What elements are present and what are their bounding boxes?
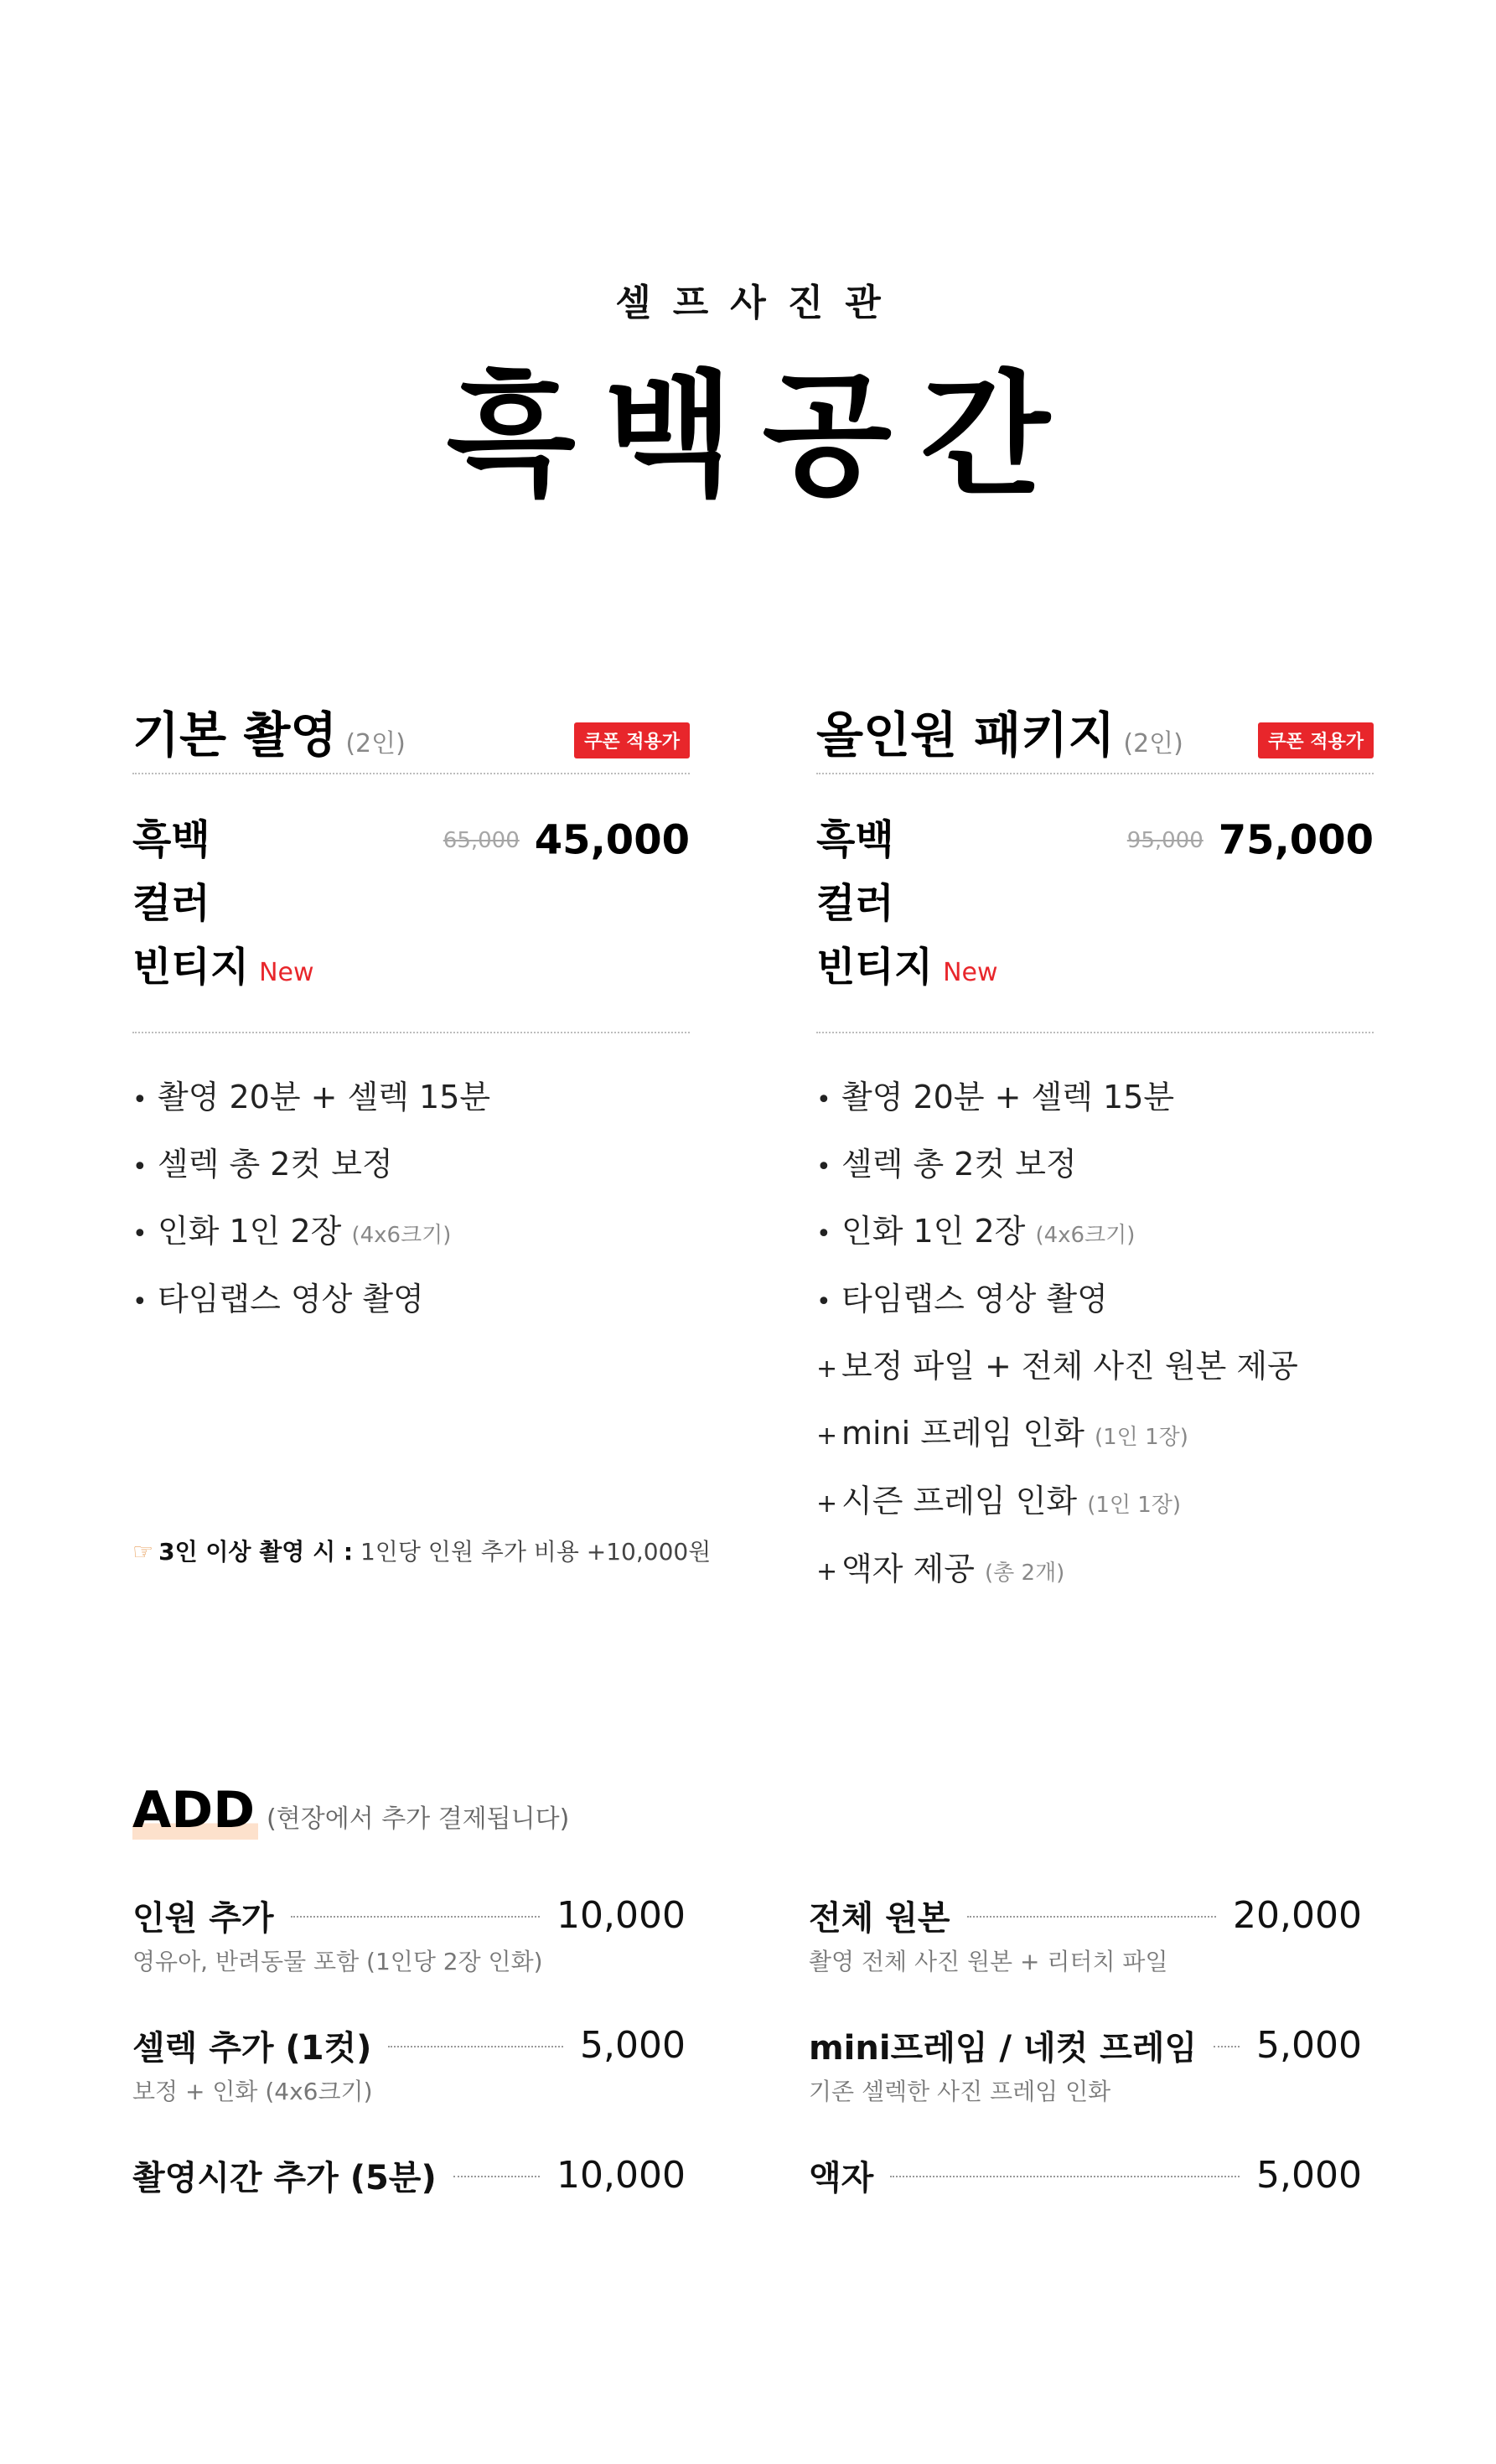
feature-text: 촬영 20분 + 셀렉 15분 xyxy=(158,1079,491,1116)
option-name: 인원 추가 xyxy=(132,1898,274,1938)
list-item xyxy=(132,1199,690,1267)
list-item xyxy=(132,1132,690,1199)
bullet-icon: • xyxy=(816,1085,831,1115)
plus-icon: + xyxy=(816,1557,838,1587)
package-header xyxy=(816,696,1374,764)
new-badge: New xyxy=(259,958,314,987)
option-name: 전체 원본 xyxy=(809,1898,950,1938)
option-name: mini프레임 / 네컷 프레임 xyxy=(809,2028,1198,2068)
option-desc: 기존 셀렉한 사진 프레임 인화 xyxy=(809,2078,1111,2105)
type-vintage xyxy=(132,935,690,1005)
option-desc: 촬영 전체 사진 원본 + 리터치 파일 xyxy=(809,1948,1168,1975)
package-name: 올인원 패키지 xyxy=(816,707,1116,764)
list-item xyxy=(816,1199,1374,1267)
feature-text: 시즌 프레임 인화 xyxy=(841,1483,1088,1519)
package-people: (2인) xyxy=(345,729,406,758)
studio-subtitle: 셀프사진관 xyxy=(615,282,903,324)
header xyxy=(0,272,1496,514)
feature-text: 인화 1인 2장 xyxy=(158,1213,352,1250)
feature-text: 액자 제공 xyxy=(841,1550,985,1587)
extra-person-note xyxy=(132,1534,711,1567)
type-color: 컬러 xyxy=(816,880,894,927)
add-option xyxy=(132,2020,686,2150)
list-item xyxy=(816,1537,1374,1605)
option-desc: 보정 + 인화 (4x6크기) xyxy=(132,2078,373,2105)
add-options-right xyxy=(809,1890,1362,2280)
list-item xyxy=(816,1469,1374,1537)
feature-text: 셀렉 총 2컷 보정 xyxy=(158,1146,393,1183)
package-header xyxy=(132,696,690,764)
plus-icon: + xyxy=(816,1421,838,1451)
new-badge: New xyxy=(943,958,998,987)
dotted-leader xyxy=(1214,2046,1240,2047)
feature-list xyxy=(132,1033,690,1334)
option-price: 5,000 xyxy=(1256,2023,1362,2067)
type-vintage-label: 빈티지 xyxy=(816,944,934,991)
add-option xyxy=(132,1890,686,2020)
type-color: 컬러 xyxy=(132,880,210,927)
option-price: 5,000 xyxy=(1256,2153,1362,2197)
add-option xyxy=(809,2150,1362,2280)
original-price: 95,000 xyxy=(1126,827,1204,853)
feature-text: 촬영 20분 + 셀렉 15분 xyxy=(841,1079,1175,1116)
bullet-icon: • xyxy=(132,1085,148,1115)
type-vintage xyxy=(816,935,1374,1005)
price-block xyxy=(816,774,1374,1032)
bullet-icon: • xyxy=(816,1287,831,1317)
feature-note: (4x6크기) xyxy=(351,1223,452,1248)
price xyxy=(1127,808,1374,872)
package-people: (2인) xyxy=(1123,729,1183,758)
feature-text: mini 프레임 인화 xyxy=(841,1415,1095,1452)
dotted-leader xyxy=(388,2046,563,2047)
type-bw: 흑백 xyxy=(132,816,210,863)
feature-text: 타임랩스 영상 촬영 xyxy=(158,1281,424,1317)
bullet-icon: • xyxy=(132,1152,148,1182)
price-block xyxy=(132,774,690,1032)
package-name: 기본 촬영 xyxy=(132,707,338,764)
add-subtitle: (현장에서 추가 결제됩니다) xyxy=(267,1804,570,1834)
option-price: 20,000 xyxy=(1233,1893,1362,1937)
package-basic xyxy=(132,696,712,1566)
dotted-leader xyxy=(967,1916,1217,1918)
coupon-badge: 쿠폰 적용가 xyxy=(1258,722,1374,758)
option-price: 10,000 xyxy=(556,2153,686,2197)
plus-icon: + xyxy=(816,1354,838,1384)
add-option xyxy=(809,2020,1362,2150)
plus-icon: + xyxy=(816,1489,838,1519)
coupon-badge: 쿠폰 적용가 xyxy=(574,722,690,758)
list-item xyxy=(132,1065,690,1132)
bullet-icon: • xyxy=(132,1287,148,1317)
feature-note: (4x6크기) xyxy=(1035,1223,1136,1248)
add-options-left xyxy=(132,1890,686,2280)
list-item xyxy=(816,1267,1374,1334)
feature-text: 셀렉 총 2컷 보정 xyxy=(841,1146,1077,1183)
list-item xyxy=(816,1334,1374,1401)
add-section-title xyxy=(132,1781,569,1840)
feature-text: 인화 1인 2장 xyxy=(841,1213,1036,1250)
original-price: 65,000 xyxy=(443,827,520,853)
dotted-leader xyxy=(291,1916,541,1918)
add-option xyxy=(132,2150,686,2280)
add-heading: ADD xyxy=(132,1781,258,1840)
option-price: 10,000 xyxy=(556,1893,686,1937)
add-option xyxy=(809,1890,1362,2020)
note-text: 1인당 인원 추가 비용 +10,000원 xyxy=(353,1538,712,1566)
sale-price: 45,000 xyxy=(534,816,690,864)
package-allinone xyxy=(816,696,1374,1605)
studio-title: 흑백공간 xyxy=(446,356,1079,514)
feature-note: (총 2개) xyxy=(985,1561,1065,1586)
list-item xyxy=(816,1401,1374,1469)
option-name: 셀렉 추가 (1컷) xyxy=(132,2028,372,2068)
type-vintage-label: 빈티지 xyxy=(132,944,250,991)
feature-list xyxy=(816,1033,1374,1605)
feature-note: (1인 1장) xyxy=(1087,1493,1182,1518)
option-desc: 영유아, 반려동물 포함 (1인당 2장 인화) xyxy=(132,1948,543,1975)
dotted-leader xyxy=(890,2176,1240,2177)
option-name: 촬영시간 추가 (5분) xyxy=(132,2158,437,2197)
price xyxy=(443,808,690,872)
bullet-icon: • xyxy=(816,1152,831,1182)
note-label: 3인 이상 촬영 시 : xyxy=(158,1538,354,1566)
bullet-icon: • xyxy=(132,1219,148,1249)
feature-note: (1인 1장) xyxy=(1095,1425,1188,1450)
list-item xyxy=(816,1065,1374,1132)
option-name: 액자 xyxy=(809,2158,874,2197)
pointing-hand-icon: ☞ xyxy=(132,1538,154,1566)
dotted-leader xyxy=(453,2176,540,2177)
list-item xyxy=(816,1132,1374,1199)
bullet-icon: • xyxy=(816,1219,831,1249)
list-item xyxy=(132,1267,690,1334)
feature-text: 보정 파일 + 전체 사진 원본 제공 xyxy=(841,1348,1298,1385)
option-price: 5,000 xyxy=(580,2023,686,2067)
sale-price: 75,000 xyxy=(1218,816,1374,864)
feature-text: 타임랩스 영상 촬영 xyxy=(841,1281,1108,1317)
type-bw: 흑백 xyxy=(816,816,894,863)
